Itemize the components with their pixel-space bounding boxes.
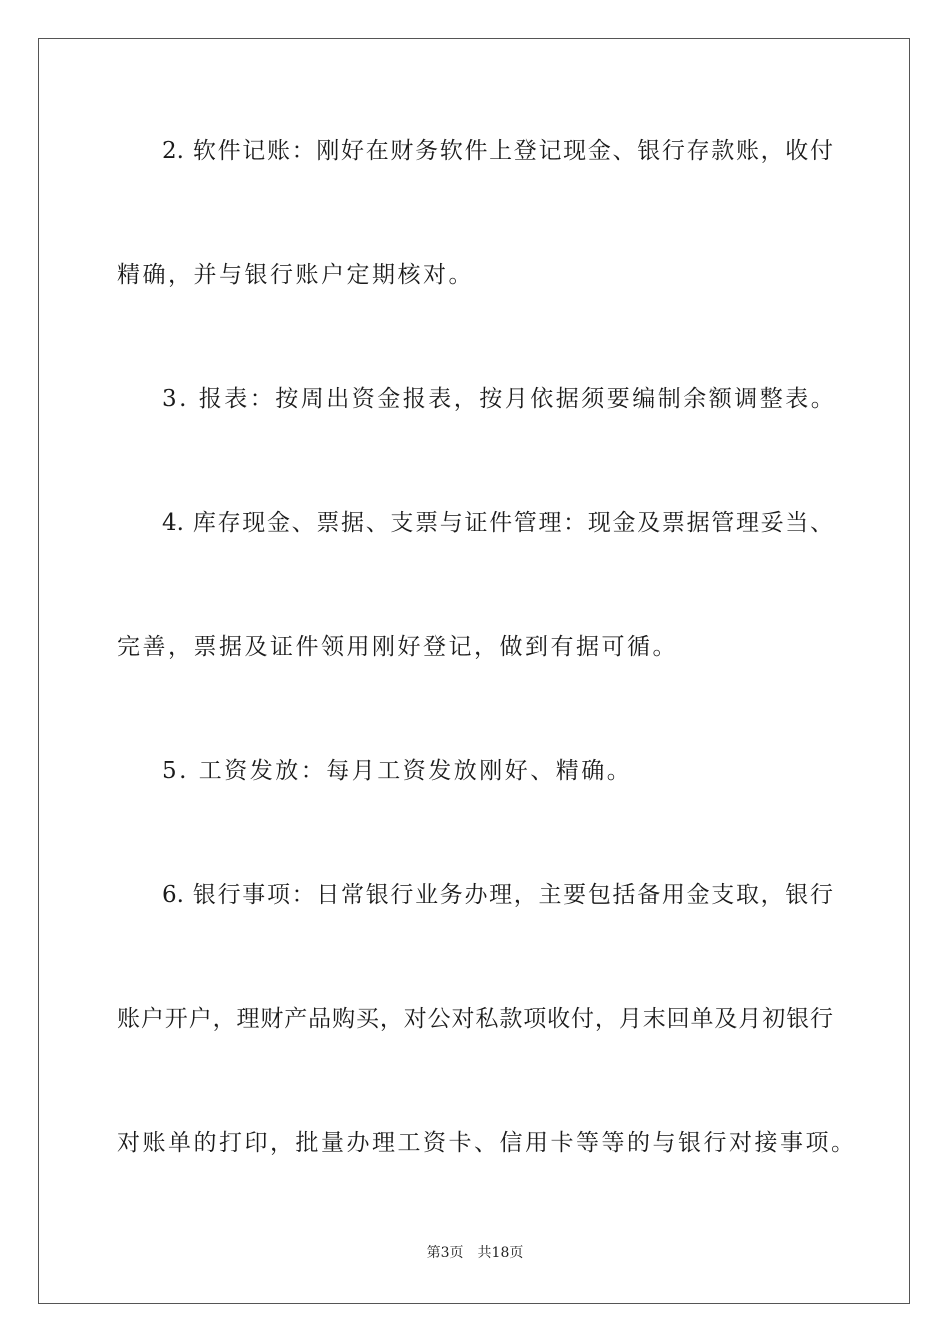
paragraph-line-item-4: 4. 库存现金、票据、支票与证件管理：现金及票据管理妥当、: [162, 510, 833, 536]
page-footer: [0, 1244, 950, 1262]
paragraph-line-item-2-cont: 精确，并与银行账户定期核对。: [117, 262, 474, 288]
page-number: 第3页: [426, 1245, 464, 1261]
paragraph-line-item-5: 5. 工资发放：每月工资发放刚好、精确。: [162, 758, 633, 784]
paragraph-line-item-6-cont-2: 对账单的打印，批量办理工资卡、信用卡等等的与银行对接事项。: [117, 1130, 857, 1156]
paragraph-line-item-2: 2. 软件记账：刚好在财务软件上登记现金、银行存款账，收付: [162, 138, 833, 164]
page-border: [38, 38, 910, 1304]
paragraph-line-item-4-cont: 完善，票据及证件领用刚好登记，做到有据可循。: [117, 634, 678, 660]
page-total: 共18页: [477, 1245, 524, 1261]
paragraph-line-item-3: 3. 报表：按周出资金报表，按月依据须要编制余额调整表。: [162, 386, 837, 412]
paragraph-line-item-6-cont-1: 账户开户，理财产品购买，对公对私款项收付，月末回单及月初银行: [117, 1006, 833, 1032]
paragraph-line-item-6: 6. 银行事项：日常银行业务办理，主要包括备用金支取，银行: [162, 882, 833, 908]
